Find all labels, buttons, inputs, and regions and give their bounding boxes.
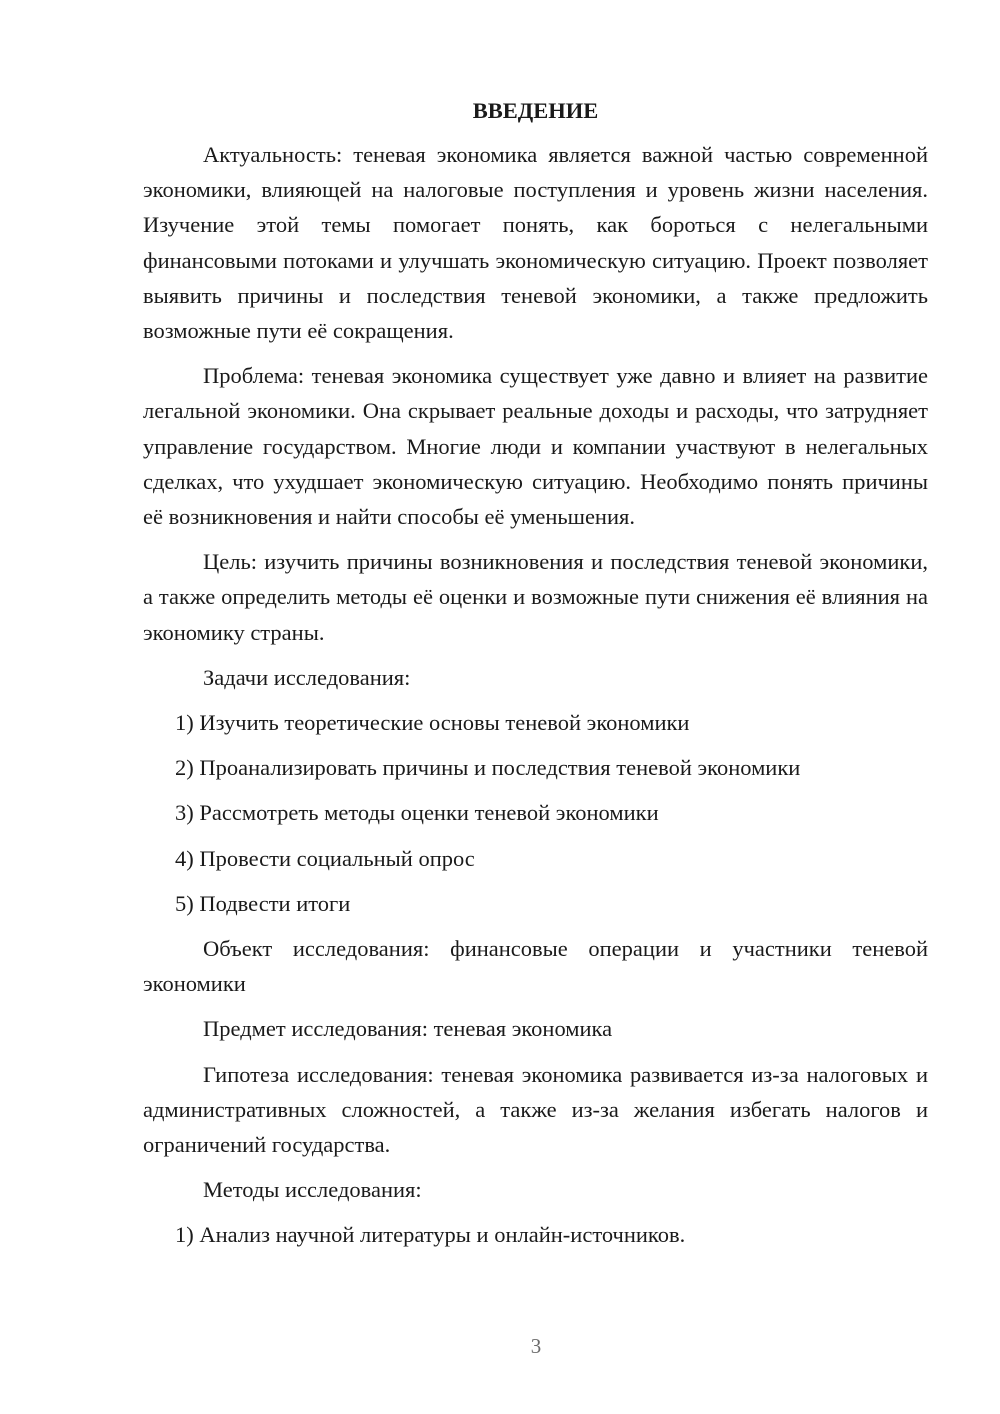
- task-item: 5) Подвести итоги: [175, 890, 351, 916]
- task-item: 2) Проанализировать причины и последствия теневой экономики: [175, 755, 801, 781]
- method-item: 1) Анализ научной литературы и онлайн-источников.: [175, 1222, 686, 1248]
- paragraph-relevance: Актуальность: теневая экономика является важной частью современной экономики, влияющей на налоговые поступления и уровень жизни населения. Изучение этой темы помогает понять, как бороться с нелегальными финансовыми потоками и улучшать экономическую ситуацию. Проект позволяет выявить причины и последствия теневой экономики, а также предложить возможные пути её сокращения.: [143, 142, 928, 344]
- task-item: 4) Провести социальный опрос: [175, 845, 475, 871]
- paragraph-subject: Предмет исследования: теневая экономика: [203, 1016, 613, 1042]
- paragraph-goal: Цель: изучить причины возникновения и последствия теневой экономики, а также определить методы её оценки и возможные пути снижения её влияния на экономику страны.: [143, 549, 928, 645]
- tasks-label: Задачи исследования:: [203, 664, 411, 690]
- page-content: [143, 94, 928, 1263]
- paragraph-problem: Проблема: теневая экономика существует уже давно и влияет на развитие легальной экономики. Она скрывает реальные доходы и расходы, что затрудняет управление государством. Многие люди и компании участвуют в нелегальных сделках, что ухудшает экономическую ситуацию. Необходимо понять причины её возникновения и найти способы её уменьшения.: [143, 363, 928, 530]
- task-item: 1) Изучить теоретические основы теневой экономики: [175, 710, 690, 736]
- task-item: 3) Рассмотреть методы оценки теневой экономики: [175, 800, 659, 826]
- page-number: 3: [530, 1334, 542, 1358]
- methods-label: Методы исследования:: [203, 1177, 422, 1203]
- page-title: ВВЕДЕНИЕ: [472, 98, 599, 123]
- paragraph-hypothesis: Гипотеза исследования: теневая экономика развивается из-за налоговых и административных сложностей, а также из-за желания избегать налогов и ограничений государства.: [143, 1061, 928, 1158]
- paragraph-object: Объект исследования: финансовые операции и участники теневой экономики: [143, 936, 928, 997]
